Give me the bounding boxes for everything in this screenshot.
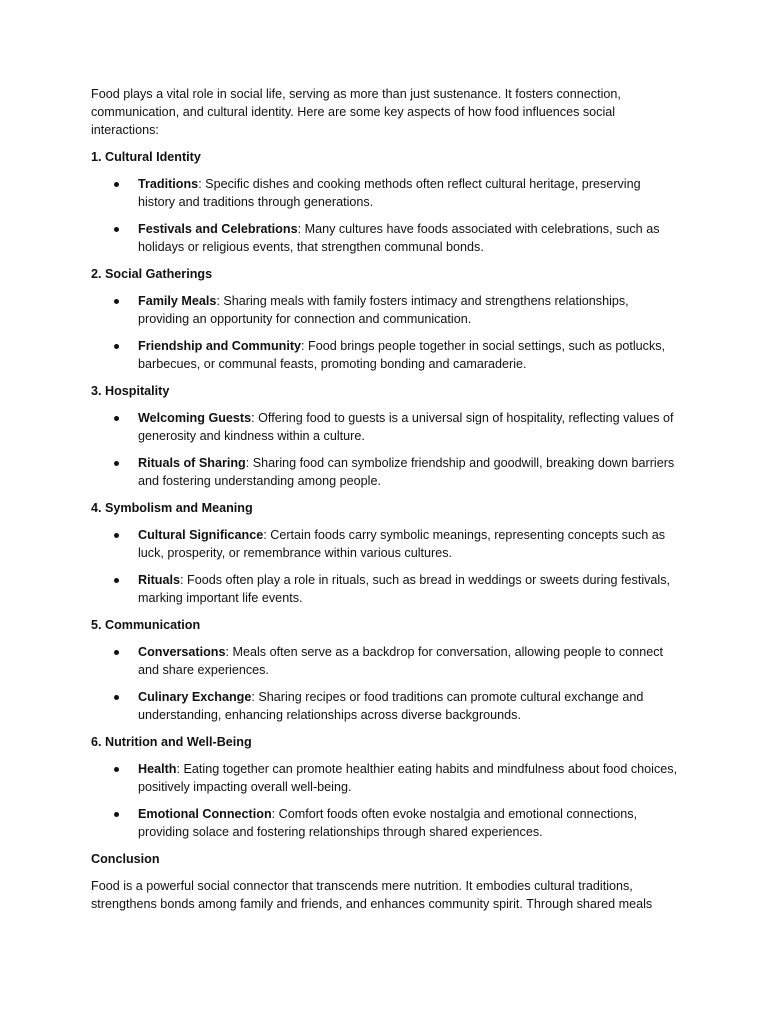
section-heading-social-gatherings: 2. Social Gatherings (91, 267, 213, 281)
item-text: : Meals often serve as a backdrop for conversation, allowing people to connect and share experiences. (138, 645, 664, 677)
item-text: : Many cultures have foods associated with celebrations, such as holidays or religious events, that strengthen communal bonds. (138, 222, 660, 254)
bullet-icon (114, 533, 119, 538)
bullet-list-nutrition (91, 760, 681, 841)
list-item (91, 571, 681, 607)
bullet-icon (114, 227, 119, 232)
list-item (91, 760, 681, 796)
document-page (91, 85, 681, 913)
item-text: : Sharing meals with family fosters intimacy and strengthens relationships, providing an opportunity for connection and communication. (138, 294, 629, 326)
conclusion-paragraph: Food is a powerful social connector that transcends mere nutrition. It embodies cultural traditions, strengthens bonds among family and friends, and enhances community spirit. Through shared meals (91, 879, 653, 911)
bullet-list-social-gatherings (91, 292, 681, 373)
intro-paragraph: Food plays a vital role in social life, serving as more than just sustenance. It fosters connection, communication, and cultural identity. Here are some key aspects of how food influences social interactions: (91, 87, 621, 137)
list-item (91, 175, 681, 211)
bullet-list-symbolism (91, 526, 681, 607)
item-term: Culinary Exchange (138, 690, 252, 704)
item-term: Friendship and Community (138, 339, 302, 353)
item-term: Health (138, 762, 177, 776)
list-item (91, 220, 681, 256)
list-item (91, 409, 681, 445)
item-text: : Certain foods carry symbolic meanings, representing concepts such as luck, prosperity, or remembrance within various cultures. (138, 528, 666, 560)
bullet-icon (114, 416, 119, 421)
item-text: : Specific dishes and cooking methods often reflect cultural heritage, preserving history and traditions through generations. (138, 177, 641, 209)
conclusion-heading: Conclusion (91, 852, 160, 866)
list-item (91, 688, 681, 724)
bullet-icon (114, 650, 119, 655)
item-text: : Comfort foods often evoke nostalgia and emotional connections, providing solace and fostering relationships through shared experiences. (138, 807, 638, 839)
item-term: Festivals and Celebrations (138, 222, 298, 236)
item-term: Cultural Significance (138, 528, 264, 542)
item-term: Rituals (138, 573, 180, 587)
item-term: Welcoming Guests (138, 411, 252, 425)
list-item (91, 337, 681, 373)
section-heading-cultural-identity: 1. Cultural Identity (91, 150, 201, 164)
bullet-icon (114, 578, 119, 583)
list-item (91, 526, 681, 562)
bullet-icon (114, 812, 119, 817)
item-text: : Foods often play a role in rituals, such as bread in weddings or sweets during festivals, marking important life events. (138, 573, 671, 605)
item-term: Rituals of Sharing (138, 456, 246, 470)
list-item (91, 805, 681, 841)
list-item (91, 292, 681, 328)
bullet-icon (114, 695, 119, 700)
item-term: Family Meals (138, 294, 217, 308)
section-heading-hospitality: 3. Hospitality (91, 384, 170, 398)
section-heading-nutrition: 6. Nutrition and Well-Being (91, 735, 252, 749)
list-item (91, 643, 681, 679)
item-text: : Offering food to guests is a universal sign of hospitality, reflecting values of generosity and kindness within a culture. (138, 411, 674, 443)
bullet-icon (114, 767, 119, 772)
item-text: : Sharing recipes or food traditions can promote cultural exchange and understanding, enhancing relationships across diverse backgrounds. (138, 690, 644, 722)
section-heading-communication: 5. Communication (91, 618, 201, 632)
list-item (91, 454, 681, 490)
section-heading-symbolism: 4. Symbolism and Meaning (91, 501, 253, 515)
item-text: : Sharing food can symbolize friendship and goodwill, breaking down barriers and fostering understanding among people. (138, 456, 675, 488)
item-text: : Food brings people together in social settings, such as potlucks, barbecues, or communal feasts, promoting bonding and camaraderie. (138, 339, 666, 371)
bullet-list-hospitality (91, 409, 681, 490)
bullet-list-cultural-identity (91, 175, 681, 256)
item-term: Conversations (138, 645, 226, 659)
bullet-icon (114, 299, 119, 304)
item-text: : Eating together can promote healthier eating habits and mindfulness about food choices, positively impacting overall well-being. (138, 762, 678, 794)
item-term: Traditions (138, 177, 199, 191)
item-term: Emotional Connection (138, 807, 272, 821)
bullet-icon (114, 344, 119, 349)
bullet-icon (114, 182, 119, 187)
bullet-icon (114, 461, 119, 466)
bullet-list-communication (91, 643, 681, 724)
